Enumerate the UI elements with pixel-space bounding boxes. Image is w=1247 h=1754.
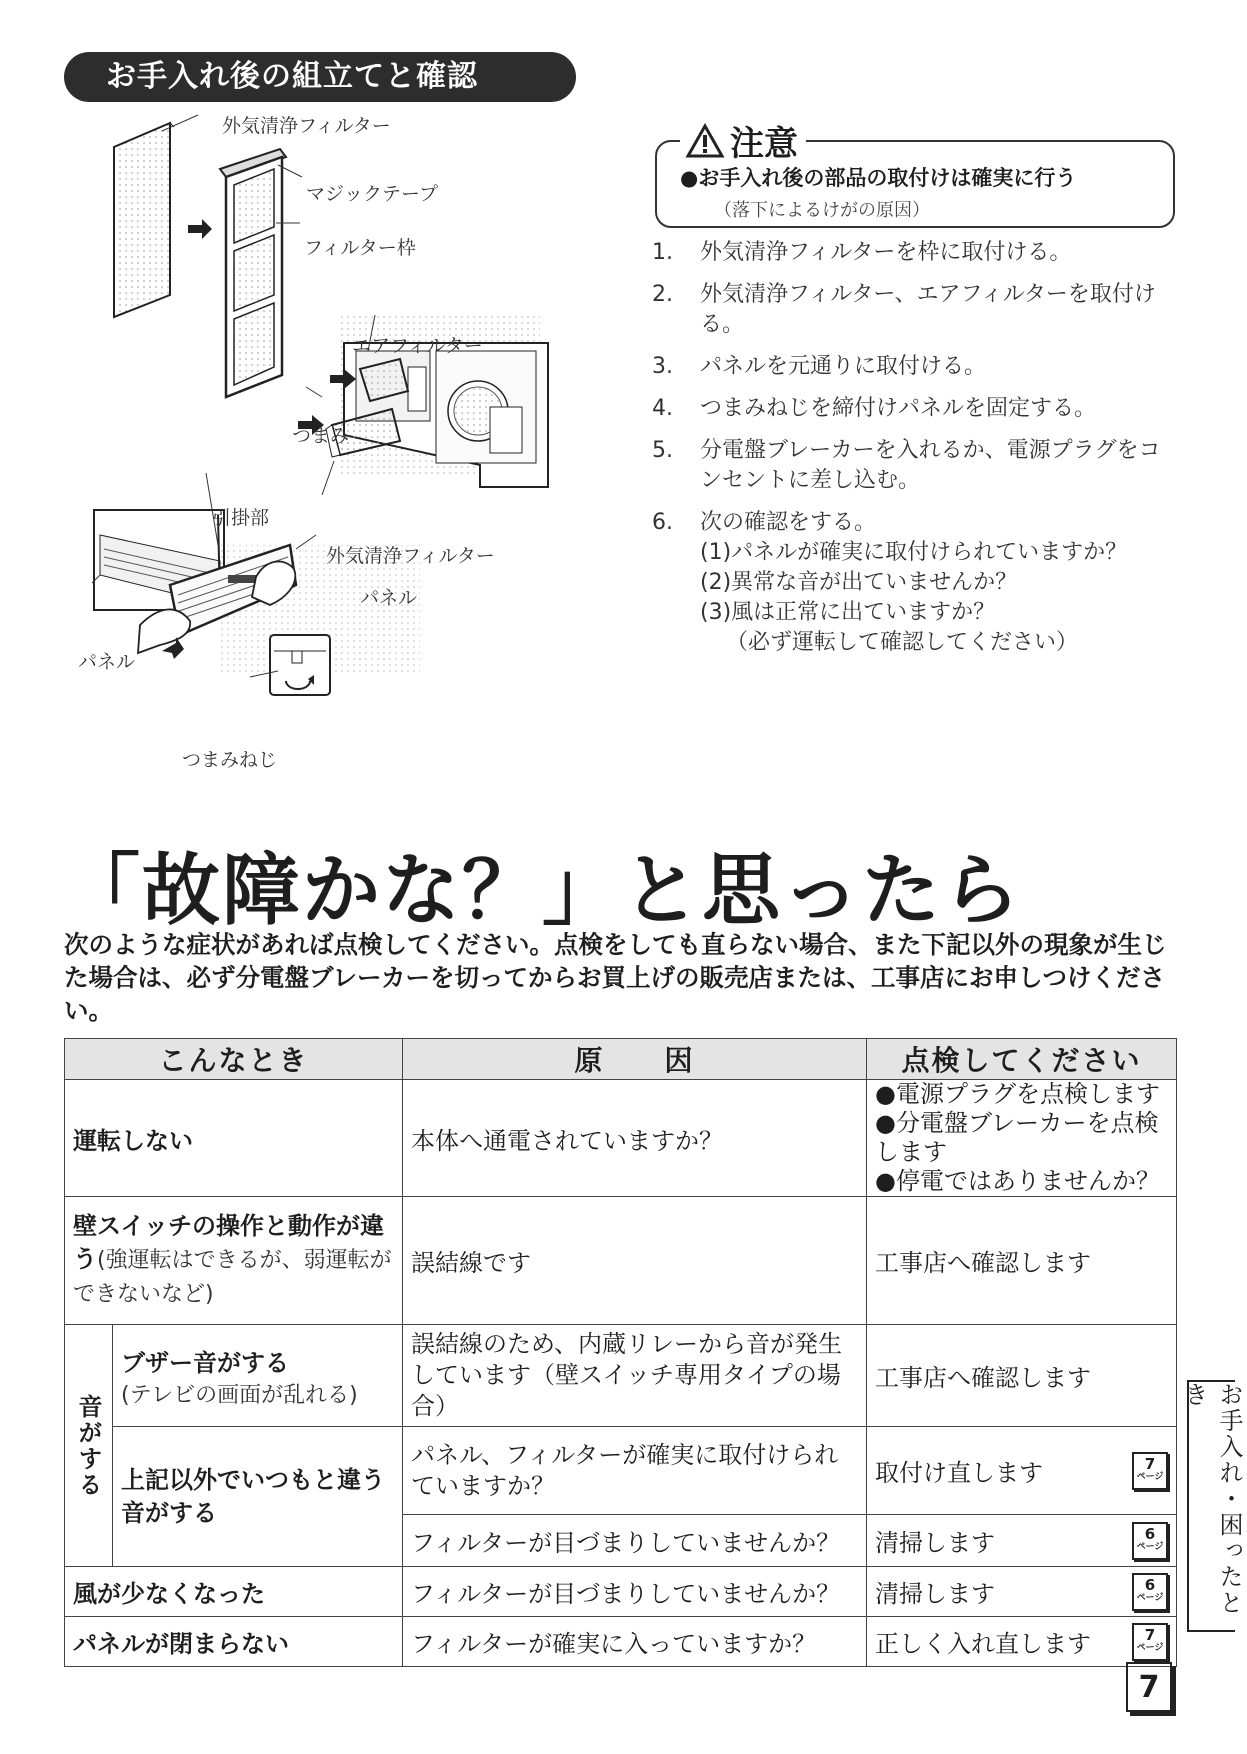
check-item: (3)風は正常に出ていますか？ xyxy=(700,600,996,625)
check-cell xyxy=(867,1567,1177,1617)
page-ref-number: 6 xyxy=(1144,1575,1156,1594)
check-text: 取付け直します xyxy=(875,1459,1044,1487)
caution-main-text: ●お手入れ後の部品の取付けは確実に行う xyxy=(680,166,1077,190)
page-ref-number: 7 xyxy=(1144,1454,1156,1473)
symptom-text: ブザー音がする xyxy=(121,1348,289,1377)
label-hook: 引掛部 xyxy=(212,507,270,529)
step-number: 3. xyxy=(652,354,673,379)
step-number: 5. xyxy=(652,438,673,463)
step-number: 1. xyxy=(652,240,673,265)
trouble-table xyxy=(64,1038,1177,1667)
col-header-cause: 原 因 xyxy=(403,1039,867,1080)
step-item xyxy=(652,436,1182,496)
step-item xyxy=(652,508,1182,658)
page-number: 7 xyxy=(1126,1662,1172,1712)
intro-text: 次のような症状があれば点検してください。点検をしても直らない場合、また下記以外の現象が生じた場合は、必ず分電盤ブレーカーを切ってからお買上げの販売店または、工事店にお申しつけください。 xyxy=(64,930,1167,1025)
step-number: 2. xyxy=(652,282,673,307)
label-panel-left: パネル xyxy=(78,651,136,673)
step-item xyxy=(652,238,1182,268)
step-number: 4. xyxy=(652,396,673,421)
label-outdoor-filter-2: 外気清浄フィルター xyxy=(326,545,495,567)
check-cell: 工事店へ確認します xyxy=(867,1325,1177,1427)
symptom-text: 壁スイッチの操作と動作が違う xyxy=(73,1212,385,1273)
cause-cell: フィルターが目づまりしていませんか？ xyxy=(403,1515,867,1567)
caution-sub-text: （落下によるけがの原因） xyxy=(714,200,930,221)
page-ref-suffix: ページ xyxy=(1136,1592,1164,1603)
page-title: 「故障かな？」と思ったら xyxy=(62,846,1023,936)
caution-title: 注意 xyxy=(730,124,798,164)
chapter-side-tab xyxy=(1180,1380,1243,1632)
symptom-cell: 風が少なくなった xyxy=(65,1567,403,1617)
page-ref-number: 6 xyxy=(1144,1524,1156,1543)
symptom-cell xyxy=(65,1197,403,1325)
cause-cell: 誤結線です xyxy=(403,1197,867,1325)
table-row xyxy=(65,1325,1177,1427)
steps-list xyxy=(652,238,1182,670)
step-text: 分電盤ブレーカーを入れるか、電源プラグをコンセントに差し込む。 xyxy=(700,438,1161,493)
step-text: 外気清浄フィルター、エアフィルターを取付ける。 xyxy=(700,282,1156,337)
table-row xyxy=(65,1617,1177,1667)
section-header: お手入れ後の組立てと確認 xyxy=(64,52,576,102)
page-ref-number: 7 xyxy=(1144,1625,1156,1644)
sound-group-cell: 音がする xyxy=(65,1325,113,1567)
check-cell xyxy=(867,1617,1177,1667)
page-ref-icon xyxy=(1132,1452,1168,1490)
table-header-row xyxy=(65,1039,1177,1080)
step-item xyxy=(652,352,1182,382)
page-ref-suffix: ページ xyxy=(1136,1471,1164,1482)
assembly-diagram xyxy=(70,105,630,785)
step-text: パネルを元通りに取付ける。 xyxy=(700,354,987,379)
label-outdoor-filter: 外気清浄フィルター xyxy=(222,115,391,137)
caution-heading xyxy=(680,116,806,165)
label-knob: つまみ xyxy=(292,425,350,447)
check-item: ●停電ではありませんか？ xyxy=(875,1167,1160,1195)
label-air-filter: エアフィルター xyxy=(352,335,483,357)
cause-cell: フィルターが確実に入っていますか？ xyxy=(403,1617,867,1667)
check-item: ●電源プラグを点検します xyxy=(875,1080,1160,1108)
col-header-check: 点検してください xyxy=(867,1039,1177,1080)
label-velcro: マジックテープ xyxy=(306,183,439,205)
label-panel-right: パネル xyxy=(360,587,418,609)
step-text: 次の確認をする。 xyxy=(700,510,877,535)
cause-cell: パネル、フィルターが確実に取付けられていますか？ xyxy=(403,1427,867,1515)
check-item: ●分電盤ブレーカーを点検します xyxy=(875,1109,1159,1166)
symptom-cell: パネルが閉まらない xyxy=(65,1617,403,1667)
check-text: 清掃します xyxy=(875,1580,996,1608)
check-cell xyxy=(867,1515,1177,1567)
side-tab-label: お手入れ・困ったとき xyxy=(1180,1382,1243,1616)
label-knob-screw: つまみねじ xyxy=(182,749,278,771)
warning-triangle-icon xyxy=(686,124,724,158)
symptom-cell: 運転しない xyxy=(65,1080,403,1197)
table-row xyxy=(65,1427,1177,1515)
step-text: 外気清浄フィルターを枠に取付ける。 xyxy=(700,240,1072,265)
step-item xyxy=(652,394,1182,424)
step-number: 6. xyxy=(652,510,673,535)
table-row xyxy=(65,1567,1177,1617)
symptom-note: (テレビの画面が乱れる) xyxy=(121,1382,358,1408)
table-row xyxy=(65,1197,1177,1325)
cause-cell: 誤結線のため、内蔵リレーから音が発生しています（壁スイッチ専用タイプの場合） xyxy=(403,1325,867,1427)
symptom-note: (強運転はできるが、弱運転ができないなど) xyxy=(73,1248,392,1307)
symptom-cell xyxy=(113,1325,403,1427)
cause-cell: フィルターが目づまりしていませんか？ xyxy=(403,1567,867,1617)
page-ref-icon xyxy=(1132,1573,1168,1611)
check-item: (2)異常な音が出ていませんか？ xyxy=(700,570,1018,595)
step-text-group xyxy=(700,508,1182,658)
col-header-when: こんなとき xyxy=(65,1039,403,1080)
step-item xyxy=(652,280,1182,340)
check-cell: 工事店へ確認します xyxy=(867,1197,1177,1325)
page-ref-suffix: ページ xyxy=(1136,1541,1164,1552)
page-ref-icon xyxy=(1132,1623,1168,1661)
check-text: 清掃します xyxy=(875,1529,996,1557)
page-ref-icon xyxy=(1132,1522,1168,1560)
step-text: つまみねじを締付けパネルを固定する。 xyxy=(700,396,1097,421)
check-cell xyxy=(867,1080,1177,1197)
check-note: （必ず運転して確認してください） xyxy=(726,630,1079,655)
caution-body xyxy=(680,162,1076,222)
assembly-illustration xyxy=(70,105,630,785)
table-row xyxy=(65,1080,1177,1197)
page-ref-suffix: ページ xyxy=(1136,1642,1164,1653)
check-item: (1)パネルが確実に取付けられていますか？ xyxy=(700,540,1128,565)
symptom-cell: 上記以外でいつもと違う音がする xyxy=(113,1427,403,1567)
label-filter-frame: フィルター枠 xyxy=(304,237,416,259)
check-text: 正しく入れ直します xyxy=(875,1630,1092,1658)
check-cell xyxy=(867,1427,1177,1515)
cause-cell: 本体へ通電されていますか？ xyxy=(403,1080,867,1197)
